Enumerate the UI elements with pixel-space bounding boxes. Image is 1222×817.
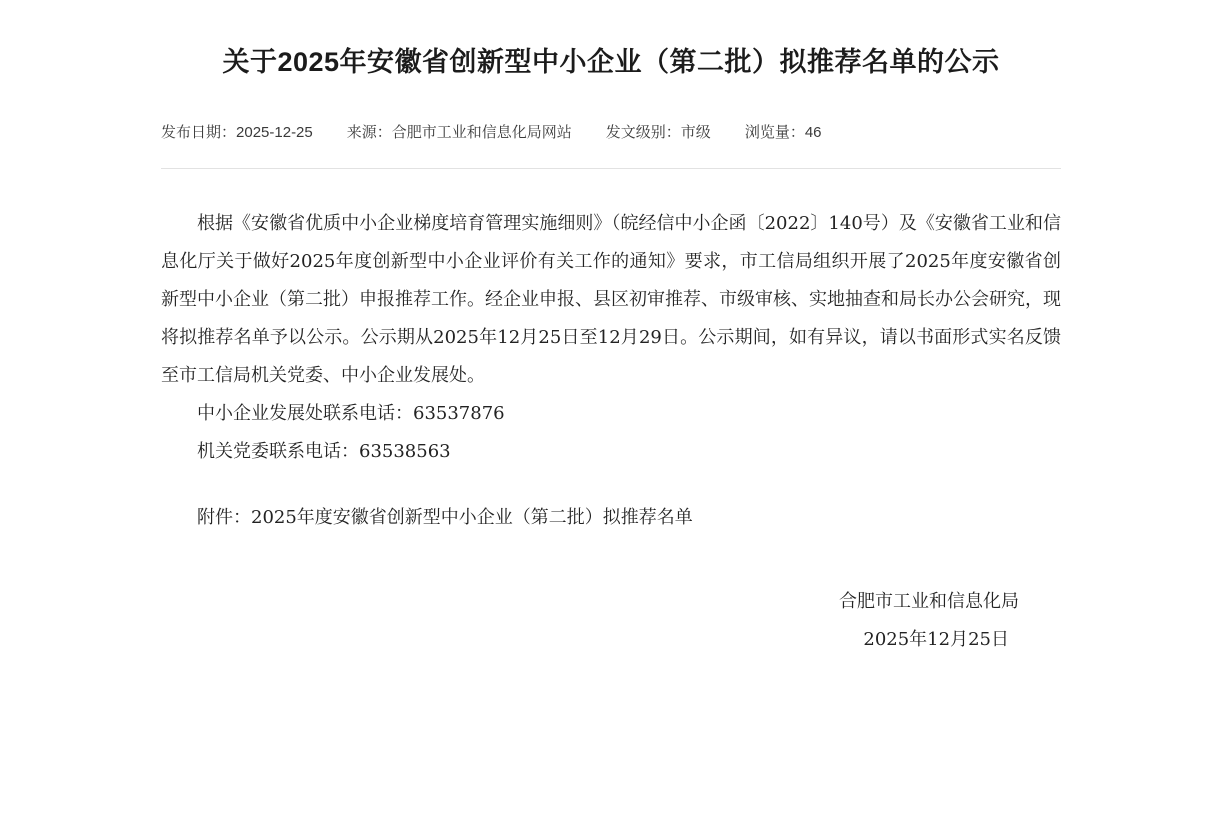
page-title: 关于2025年安徽省创新型中小企业（第二批）拟推荐名单的公示: [222, 47, 1000, 77]
meta-source: [347, 122, 572, 144]
document-signature: [161, 583, 1061, 659]
document-meta-bar: [161, 122, 1061, 169]
signature-date: 2025年12月25日: [863, 629, 1009, 650]
document-body: [161, 205, 1061, 537]
meta-publish-date-value: 2025-12-25: [236, 124, 313, 141]
meta-views-label: 浏览量：: [744, 124, 805, 141]
meta-views-value: 46: [804, 124, 822, 141]
body-paragraph-1: 根据《安徽省优质中小企业梯度培育管理实施细则》（皖经信中小企函〔2022〕140号）及《安徽省工业和信息化厅关于做好2025年度创新型中小企业评价有关工作的通知》要求，市工信局组织开展了2025年度安徽省创新型中小企业（第二批）申报推荐工作。经企业申报、县区初审推荐、市级审核、实地抽查和局长办公会研究，现将拟推荐名单予以公示。公示期从2025年12月25日至12月29日。公示期间，如有异议，请以书面形式实名反馈至市工信局机关党委、中小企业发展处。: [161, 213, 1061, 386]
meta-publish-date-label: 发布日期：: [161, 124, 237, 141]
meta-source-label: 来源：: [346, 124, 392, 141]
attachment-line: 附件：2025年度安徽省创新型中小企业（第二批）拟推荐名单: [197, 507, 693, 528]
meta-level-value: 市级: [680, 124, 711, 141]
meta-source-value: 合肥市工业和信息化局网站: [391, 124, 572, 141]
signature-organization: 合肥市工业和信息化局: [839, 591, 1019, 612]
meta-views: [745, 122, 822, 144]
meta-level-label: 发文级别：: [605, 124, 681, 141]
document-content: [161, 0, 1061, 659]
contact-party-committee: 机关党委联系电话：63538563: [197, 441, 451, 462]
contact-sme-development-office: 中小企业发展处联系电话：63537876: [197, 403, 505, 424]
meta-publish-date: [161, 122, 313, 144]
meta-level: [606, 122, 711, 144]
